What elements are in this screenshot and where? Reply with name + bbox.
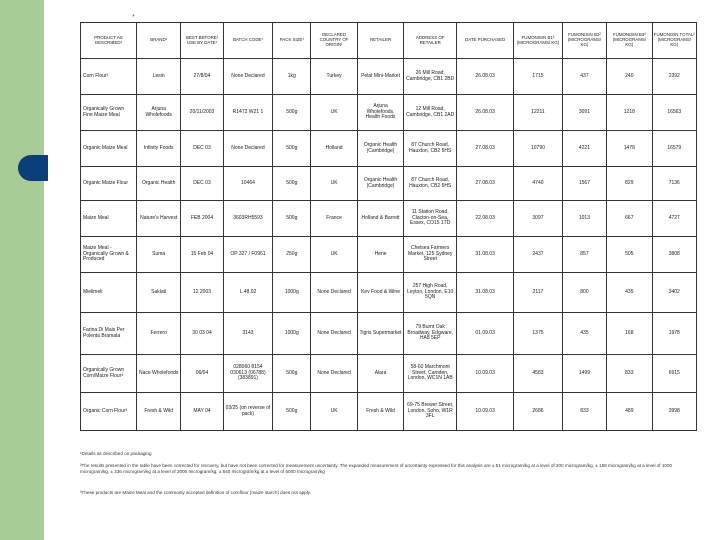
column-header: ADDRESS OF RETAILER	[404, 23, 457, 59]
table-cell: 1013	[562, 201, 606, 237]
table-cell: 829	[607, 167, 652, 201]
table-cell: Infinity Foods	[137, 131, 181, 167]
table-cell: 20/11/2003	[181, 95, 223, 131]
table-cell: DEC 03	[181, 167, 223, 201]
table-row	[81, 59, 697, 95]
table-cell: 12211	[514, 95, 563, 131]
table-cell: Organically Grown Corn/Maize Flour³	[81, 355, 137, 393]
table-cell: 26.08.03	[457, 95, 514, 131]
table-cell: Arjuna Wholefoods	[137, 95, 181, 131]
table-cell: 87 Church Road, Hauxton, CB2 5HS	[404, 131, 457, 167]
table-cell: None Declared	[223, 59, 273, 95]
column-header: BATCH CODE¹	[223, 23, 273, 59]
table-cell: R1472 W21 1	[223, 95, 273, 131]
table-cell: 1715	[514, 59, 563, 95]
table-cell: Organic Health (Cambridge)	[357, 167, 403, 201]
table-row	[81, 95, 697, 131]
table-cell: 833	[607, 355, 652, 393]
table-cell: 1218	[607, 95, 652, 131]
column-header: FUMONISIN B2² (MICROGRAMS/ KG)	[562, 23, 606, 59]
table-cell: Turkey	[311, 59, 357, 95]
table-cell: 1000g	[273, 313, 311, 355]
table-cell: 435	[562, 313, 606, 355]
table-cell: None Declared	[311, 355, 357, 393]
table-cell: Organic Health (Cambridge)	[357, 131, 403, 167]
column-header: PACK SIZE¹	[273, 23, 311, 59]
table-cell: MAY 04	[181, 393, 223, 431]
table-cell: 12 Mill Road, Cambridge, CB1 2AD	[404, 95, 457, 131]
table-cell: 435	[607, 273, 652, 313]
table-row	[81, 355, 697, 393]
table-cell: 03/25 (on reverse of pack)	[223, 393, 273, 431]
table-cell: Kev Food & Wine	[357, 273, 403, 313]
table-cell: 2437	[514, 237, 563, 273]
table-cell: Fresh & Wild	[137, 393, 181, 431]
column-header: FUMONISIN B1² (MICROGRAMS/ KG)	[514, 23, 563, 59]
table-cell: 1478	[607, 131, 652, 167]
table-cell: Ferrero	[137, 313, 181, 355]
table-cell: 505	[607, 237, 652, 273]
table-cell: 16563	[652, 95, 696, 131]
table-cell: Maize Meal	[81, 201, 137, 237]
table-cell: Saklati	[137, 273, 181, 313]
table-cell: 27.08.03	[457, 167, 514, 201]
table-cell: 10464	[223, 167, 273, 201]
table-cell: Pelat Mini-Market	[357, 59, 403, 95]
table-cell: 12 2003	[181, 273, 223, 313]
table-cell: 1567	[562, 167, 606, 201]
footnote-2: ²The results presented in the table have been corrected for recovery, but have not been corrected for measurement uncertainty. The expanded measurement of uncertainty expressed for this analysis are ± 51 microgram/kg at a level of 200 microgram/kg, ± 158 microgram/kg at a level of 1000 microgram/kg, ± 336 microgram/kg at a level of 2000 microgram/kg, ± 840 microgram/kg at a level of 5000 microgram/kg	[80, 463, 673, 475]
table-cell: 6915	[652, 355, 696, 393]
table-cell: 31.08.03	[457, 237, 514, 273]
table-cell: 27.08.03	[457, 131, 514, 167]
table-cell: 26.08.03	[457, 59, 514, 95]
table-cell: Organic Corn Flour³	[81, 393, 137, 431]
table-cell: 15 Feb 04	[181, 237, 223, 273]
table-cell: 1kg	[273, 59, 311, 95]
table-cell: 30 03 04	[181, 313, 223, 355]
table-cell: 3143	[223, 313, 273, 355]
table-cell: 7136	[652, 167, 696, 201]
table-cell: 1000g	[273, 273, 311, 313]
table-cell: 3402	[652, 273, 696, 313]
table-cell: 26 Mill Road, Cambridge, CB1 2BD	[404, 59, 457, 95]
table-cell: Hene	[357, 237, 403, 273]
table-cell: 06/04	[181, 355, 223, 393]
table-cell: 11 Station Road, Clacton-on-Sea, Essex, CO15 1TD	[404, 201, 457, 237]
table-cell: None Declared	[311, 273, 357, 313]
table-row	[81, 131, 697, 167]
table-cell: UK	[311, 167, 357, 201]
scanned-document	[80, 14, 697, 520]
table-cell: FEB 2004	[181, 201, 223, 237]
table-header-row	[81, 23, 697, 59]
table-cell: Tigris Supermarket	[357, 313, 403, 355]
table-cell: OP 327 / F0961	[223, 237, 273, 273]
table-cell: 3603RH5593	[223, 201, 273, 237]
table-cell: 500g	[273, 167, 311, 201]
left-accent-bar	[0, 0, 44, 540]
table-cell: 500g	[273, 355, 311, 393]
table-cell: Nace Wholefoods	[137, 355, 181, 393]
table-cell: Lesin	[137, 59, 181, 95]
table-cell: Fresh & Wild	[357, 393, 403, 431]
table-cell: 800	[562, 273, 606, 313]
table-cell: Corn Flour³	[81, 59, 137, 95]
table-row	[81, 167, 697, 201]
table-cell: 4740	[514, 167, 563, 201]
table-cell: UK	[311, 95, 357, 131]
table-cell: 857	[562, 237, 606, 273]
table-cell: 3097	[514, 201, 563, 237]
column-header: FUMONISIN TOTAL² (MICROGRAMS/ KG)	[652, 23, 696, 59]
table-row	[81, 201, 697, 237]
table-cell: 10790	[514, 131, 563, 167]
column-header: RETAILER	[357, 23, 403, 59]
table-cell: L.48.02	[223, 273, 273, 313]
table-cell: 1978	[652, 313, 696, 355]
table-cell: 2392	[652, 59, 696, 95]
table-cell: 1375	[514, 313, 563, 355]
table-cell: 69-75 Brewer Street, London, Soho, W1R 3FL	[404, 393, 457, 431]
table-cell: Organic Maize Meal	[81, 131, 137, 167]
column-header: BEST BEFORE/ USE BY DATE¹	[181, 23, 223, 59]
table-cell: 3808	[652, 237, 696, 273]
table-cell: 3998	[652, 393, 696, 431]
table-cell: 01.09.03	[457, 313, 514, 355]
table-cell: 168	[607, 313, 652, 355]
table-cell: 1499	[562, 355, 606, 393]
table-cell: Arjuna Wholefoods, Health Foods	[357, 95, 403, 131]
table-cell: Organic Maize Flour	[81, 167, 137, 201]
scan-mark: *	[132, 14, 135, 21]
table-cell: Maize Meal - Organically Grown & Produced	[81, 237, 137, 273]
table-cell: 4221	[562, 131, 606, 167]
table-row	[81, 393, 697, 431]
table-cell: DEC 03	[181, 131, 223, 167]
table-cell: UK	[311, 237, 357, 273]
column-header: FUMONISIN B3² (MICROGRAMS/ KG)	[607, 23, 652, 59]
table-cell: None Declared	[223, 131, 273, 167]
table-cell: 667	[607, 201, 652, 237]
table-cell: 79 Burnt Oak Broadway, Edgware, HA8 5EP	[404, 313, 457, 355]
table-cell: 87 Church Road, Hauxton, CB2 5HS	[404, 167, 457, 201]
footnote-3: ³These products are Maize Meal and the commonly accepted definition of cornflour (maize starch) does not apply.	[80, 490, 311, 495]
table-cell: 31.08.03	[457, 273, 514, 313]
table-cell: 500g	[273, 201, 311, 237]
column-header: PRODUCT AS DESCRIBED¹	[81, 23, 137, 59]
table-cell: Organic Health	[137, 167, 181, 201]
table-cell: 16579	[652, 131, 696, 167]
table-cell: 833	[562, 393, 606, 431]
table-cell: Suma	[137, 237, 181, 273]
table-cell: None Declared	[311, 313, 357, 355]
table-cell: 250g	[273, 237, 311, 273]
table-cell: 2117	[514, 273, 563, 313]
table-cell: Chelsea Farmers Market, 125 Sydney Street	[404, 237, 457, 273]
table-row	[81, 313, 697, 355]
table-cell: Nature's Harvest	[137, 201, 181, 237]
table-cell: 58-60 Marchmont Street, Camden, London, WC1N 1AB	[404, 355, 457, 393]
table-cell: Holland & Barrett	[357, 201, 403, 237]
table-cell: 500g	[273, 131, 311, 167]
table-cell: UK	[311, 393, 357, 431]
column-header: BRAND¹	[137, 23, 181, 59]
table-cell: 257 High Road, Leyton, London, E10 5QN	[404, 273, 457, 313]
table-cell: 22.08.03	[457, 201, 514, 237]
table-cell: 2686	[514, 393, 563, 431]
table-row	[81, 273, 697, 313]
table-cell: 4727	[652, 201, 696, 237]
footnote-1: ¹Details as described on packaging	[80, 451, 152, 456]
table-cell: Mielimeli	[81, 273, 137, 313]
table-cell: 500g	[273, 95, 311, 131]
table-cell: 10.09.03	[457, 355, 514, 393]
table-cell: France	[311, 201, 357, 237]
fumonisin-results-table	[80, 22, 697, 431]
table-cell: 028060 8154 030613 (06788) (383891)	[223, 355, 273, 393]
column-header: DATE PURCHASED	[457, 23, 514, 59]
table-cell: 240	[607, 59, 652, 95]
table-cell: 10.09.03	[457, 393, 514, 431]
table-cell: Holland	[311, 131, 357, 167]
slide-marker-tab	[18, 155, 48, 181]
table-cell: 4583	[514, 355, 563, 393]
table-cell: Organically Grown Fine Maize Meal	[81, 95, 137, 131]
table-cell: 3091	[562, 95, 606, 131]
table-cell: 27/8/04	[181, 59, 223, 95]
column-header: DECLARED COUNTRY OF ORIGIN¹	[311, 23, 357, 59]
table-cell: Farina Di Mais Per Polenta Bramata	[81, 313, 137, 355]
table-row	[81, 237, 697, 273]
table-cell: 500g	[273, 393, 311, 431]
table-cell: 489	[607, 393, 652, 431]
table-cell: Alara	[357, 355, 403, 393]
table-cell: 437	[562, 59, 606, 95]
